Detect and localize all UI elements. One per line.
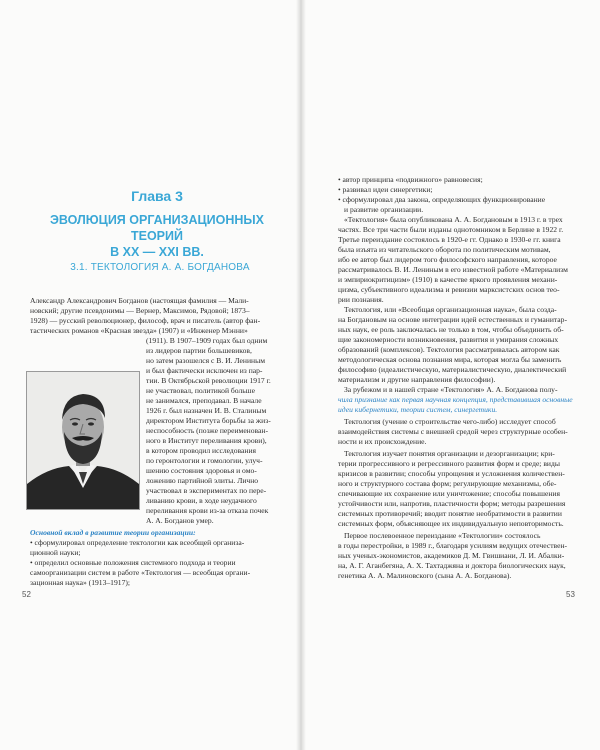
right-page — [304, 0, 600, 750]
left-text-line-7: но затем разошелся с В. И. Лениным — [146, 356, 265, 365]
right-text-line-26: взаимодействия системы с внешней средой через структурные особен- — [338, 427, 568, 436]
left-text-line-28: самоорганизации систем в работе «Тектология — всеобщая органи- — [30, 568, 251, 577]
right-text-line-7: Третье переиздание состоялось в 1920-е гг. Однако в 1930-е гг. книга — [338, 235, 561, 244]
left-text-line-24: Основной вклад в развитие теории организации: — [30, 528, 196, 537]
right-text-line-22: За рубежом и в нашей стране «Тектология» А. А. Богданова полу- — [344, 385, 558, 394]
left-text-line-23: А. А. Богданов умер. — [146, 516, 214, 525]
left-text-line-15: ного в Институт переливания крови), — [146, 436, 267, 445]
right-text-line-24: идеи кибернетики, теории систем, синергетики. — [338, 405, 498, 414]
right-text-line-38: ных ученых-экономистов, академиков Д. М. Гвишиани, Л. И. Абалки- — [338, 551, 565, 560]
right-text-line-34: системных противоречий; вводит понятие необратимости в развитии — [338, 509, 562, 518]
right-text-line-39: на, А. Г. Аганбегяна, А. Х. Тахтаджяна и доктора биологических наук, — [338, 561, 566, 570]
right-text-line-17: щие закономерности возникновения, развития и умирания сложных — [338, 335, 559, 344]
right-text-line-23: чила признание как первая научная концепция, представившая основные — [338, 395, 573, 404]
left-text-line-4: тастических романов «Красная звезда» (1907) и «Инженер Мэнни» — [30, 326, 248, 335]
left-text-line-19: ложению партийной элиты. Лично — [146, 476, 259, 485]
right-text-line-37: в годы перестройки, в 1989 г., благодаря усилиям ведущих отечествен- — [338, 541, 568, 550]
right-text-line-28: Тектология изучает понятия организации и дезорганизации; кри- — [344, 449, 555, 458]
left-page-number: 52 — [22, 590, 31, 599]
right-text-line-12: цизма, субъективного идеализма и ревизии марксистских основ тео- — [338, 285, 560, 294]
right-text-line-35: системных форм, объясняющее их индивидуальную неповторимость. — [338, 519, 564, 528]
left-text-line-6: из лидеров партии большевиков, — [146, 346, 252, 355]
left-text-line-26: ционной науки; — [30, 548, 81, 557]
right-text-line-10: рассматривалось В. И. Лениным в его известной работе «Материализм — [338, 265, 568, 274]
right-text-line-32: спечивающие их сохранение или уничтожение; способы повышения — [338, 489, 560, 498]
left-text-line-21: ливанию крови, в ходе неудачного — [146, 496, 257, 505]
right-text-line-15: на Богдановым на основе интеграции идей естественных и гуманитар- — [338, 315, 567, 324]
left-text-line-1: Александр Александрович Богданов (настоящая фамилия — Мали- — [30, 296, 249, 305]
right-text-line-9: ибо ее автор был лидером того философского направления, которое — [338, 255, 557, 264]
right-text-line-4: и развитие организации. — [344, 205, 424, 214]
right-text-line-13: рии познания. — [338, 295, 384, 304]
left-text-line-17: по геронтологии и гомологии, улуч- — [146, 456, 263, 465]
right-text-line-40: генетика А. А. Малиновского (сына А. А. Богданова). — [338, 571, 512, 580]
right-text-line-36: Первое послевоенное переиздание «Тектологии» состоялось — [344, 531, 541, 540]
chapter-subtitle-line-2: В XX — XXI ВВ. — [110, 245, 204, 259]
left-text-line-10: не участвовал, политикой больше — [146, 386, 255, 395]
chapter-subtitle — [40, 212, 274, 260]
left-text-line-8: и был фактически исключен из пар- — [146, 366, 263, 375]
left-text-line-9: тии. В Октябрьской революции 1917 г. — [146, 376, 271, 385]
right-text-line-33: устойчивости или, напротив, пластичности форм; методы разрешения — [338, 499, 566, 508]
right-text-line-21: материализм и другие направления философии). — [338, 375, 496, 384]
section-title: 3.1. ТЕКТОЛОГИЯ А. А. БОГДАНОВА — [70, 262, 250, 273]
left-text-line-20: участвовал в экспериментах по пере- — [146, 486, 267, 495]
right-text-line-19: методологическая основа познания мира, которая могла бы заменить — [338, 355, 562, 364]
left-text-line-5: (1911). В 1907–1909 годах был одним — [146, 336, 268, 345]
right-text-line-6: частях. Все три части были изданы однотомником в Берлине в 1922 г. — [338, 225, 564, 234]
right-text-line-5: «Тектология» была опубликована А. А. Богдановым в 1913 г. в трех — [344, 215, 563, 224]
right-text-line-20: философию (идеалистическую, материалистическую, диалектический — [338, 365, 567, 374]
right-text-line-31: ного и структурного состава форм; регулирующие механизмы, обе- — [338, 479, 557, 488]
left-text-line-2: новский; другие псевдонимы — Вернер, Максимов, Рядовой; 1873– — [30, 306, 250, 315]
left-text-line-22: переливания крови из-за отказа почек — [146, 506, 269, 515]
right-text-line-30: кризисов в развитии; способы упрощения и усложнения количествен- — [338, 469, 565, 478]
right-text-line-11: и эмпириокритицизм» (1910) в качестве яркого проявления механи- — [338, 275, 558, 284]
chapter-subtitle-line-1: ЭВОЛЮЦИЯ ОРГАНИЗАЦИОННЫХ ТЕОРИЙ — [50, 213, 264, 243]
right-text-line-27: ности и их происхождение. — [338, 437, 427, 446]
right-text-line-29: терии прогрессивного и регрессивного развития форм и среде; виды — [338, 459, 560, 468]
right-text-line-8: была изъята из читательского оборота по политическим мотивам, — [338, 245, 551, 254]
left-text-line-29: зационная наука» (1913–1917); — [30, 578, 131, 587]
right-text-line-14: Тектология, или «Всеобщая организационная наука», была созда- — [344, 305, 557, 314]
left-text-line-14: неспособность (позже переименован- — [146, 426, 268, 435]
right-text-line-25: Тектология (учение о строительстве чего-либо) исследует способ — [344, 417, 556, 426]
left-text-line-25: • сформулировал определение тектологии как всеобщей организа- — [30, 538, 245, 547]
left-text-line-11: не занимался, преподавал. В начале — [146, 396, 262, 405]
left-page — [0, 0, 298, 750]
left-text-line-16: в котором проводил исследования — [146, 446, 257, 455]
portrait-image — [26, 371, 140, 510]
left-text-line-13: директором Института борьбы за жиз- — [146, 416, 271, 425]
left-text-line-18: шению состояния здоровья и омо- — [146, 466, 257, 475]
right-text-line-18: образований (комплексов). Тектология рассматривалась автором как — [338, 345, 560, 354]
portrait-drawing — [27, 372, 139, 509]
left-text-line-27: • определил основные положения системного подхода и теории — [30, 558, 236, 567]
left-text-line-3: 1928) — русский революционер, философ, врач и писатель (автор фан- — [30, 316, 261, 325]
chapter-title: Глава 3 — [131, 188, 183, 204]
right-text-line-3: • сформулировал два закона, определяющих функционирование — [338, 195, 546, 204]
right-text-line-1: • автор принципа «подвижного» равновесия; — [338, 175, 483, 184]
right-text-line-2: • развивал идеи синергетики; — [338, 185, 433, 194]
right-text-line-16: ных наук, ее роль заключалась не только в том, чтобы объединить об- — [338, 325, 564, 334]
left-text-line-12: 1926 г. был назначен И. В. Сталиным — [146, 406, 267, 415]
right-page-number: 53 — [566, 590, 575, 599]
